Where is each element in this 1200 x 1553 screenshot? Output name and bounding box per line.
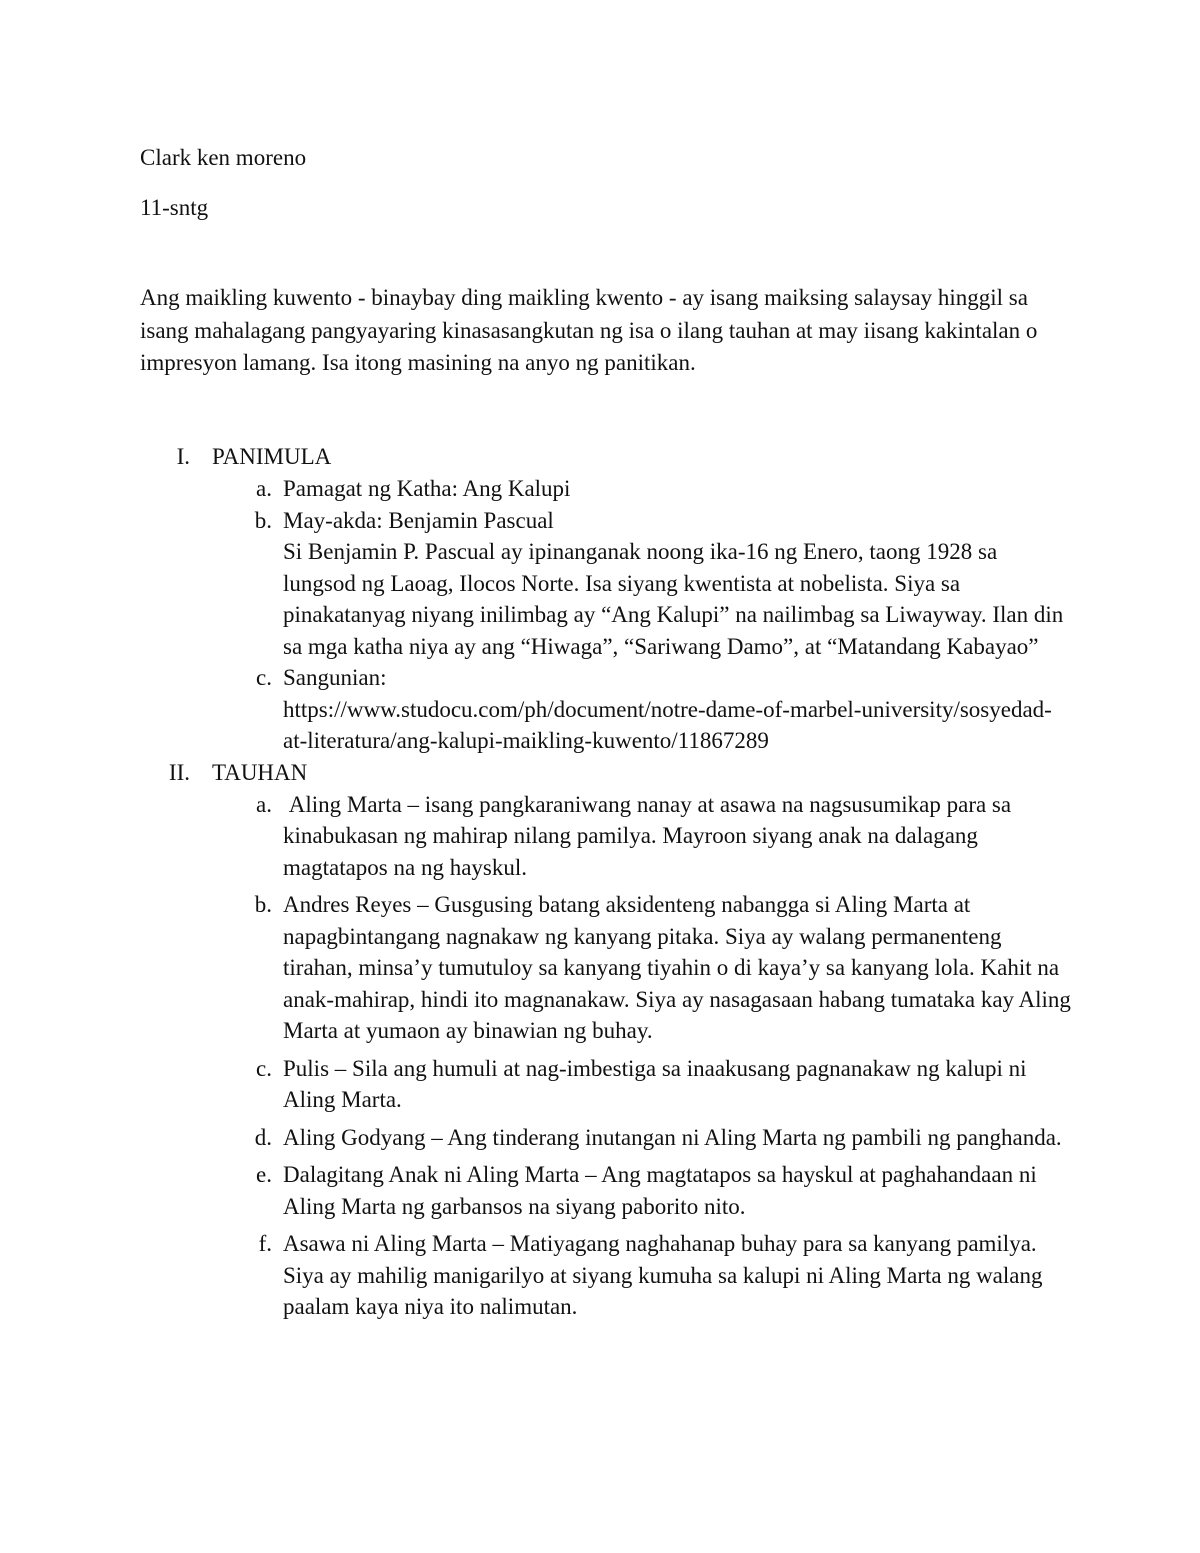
item-text: Pamagat ng Katha: Ang Kalupi: [283, 476, 571, 501]
item-text: Aling Marta – isang pangkaraniwang nanay at asawa na nagsusumikap para sa kinabukasan ng mahirap nilang pamilya. Mayroon siyang anak na dalagang magtatapos na ng hayskul.: [283, 791, 1017, 880]
list-item: [256, 789, 1073, 884]
item-text: Andres Reyes – Gusgusing batang aksidenteng nabangga si Aling Marta at napagbintangang nagnakaw ng kanyang pitaka. Siya ay walang permanenteng tirahan, minsa’y tumutuloy sa kanyang tiyahin o di kaya’y sa kanyang lola. Kahit na anak-mahirap, hindi ito magnanakaw. Siya ay nasagasaan habang tumataka kay Aling Marta at yumaon ay binawian ng buhay.: [283, 892, 1071, 1043]
item-letter: c.: [256, 665, 272, 690]
list-item: [256, 662, 1073, 757]
list-item: [254, 889, 1073, 1047]
student-section: 11-sntg: [140, 195, 209, 220]
section-heading: [0, 441, 1200, 473]
intro-text: Ang maikling kuwento - binaybay ding maikling kwento - ay isang maiksing salaysay hinggil sa isang mahalagang pangyayaring kinasasangkutan ng isa o ilang tauhan at may iisang kakintalan o impresyon lamang. Isa itong masining na anyo ng panitikan.: [140, 285, 1038, 375]
item-text: Asawa ni Aling Marta – Matiyagang naghahanap buhay para sa kanyang pamilya. Siya ay mahilig manigarilyo at siyang kumuha sa kalupi ni Aling Marta ng walang paalam kaya niya ito nalimutan.: [283, 1231, 1043, 1319]
list-item: [258, 1228, 1073, 1323]
item-detail: Si Benjamin P. Pascual ay ipinanganak noong ika-16 ng Enero, taong 1928 sa lungsod ng Laoag, Ilocos Norte. Isa siyang kwentista at nobelista. Siya sa pinakatanyag niyang inilimbag ay “Ang Kalupi” na nailimbag sa Liwayway. Ilan din sa mga katha niya ay ang “Hiwaga”, “Sariwang Damo”, at “Matandang Kabayao”: [283, 539, 1064, 659]
section-heading: [0, 757, 1200, 789]
item-letter: c.: [256, 1055, 272, 1081]
list-item: [256, 473, 1073, 505]
section-title: TAUHAN: [212, 759, 308, 785]
item-letter: d.: [254, 1124, 272, 1150]
item-text: Dalagitang Anak ni Aling Marta – Ang magtatapos sa hayskul at paghahandaan ni Aling Marta ng garbansos na siyang paborito nito.: [283, 1162, 1037, 1219]
item-letter: b.: [254, 892, 272, 917]
item-letter: e.: [256, 1162, 272, 1187]
source-url[interactable]: https://www.studocu.com/ph/document/notre-dame-of-marbel-university/sosyedad-at-literatura/ang-kalupi-maikling-kuwento/11867289: [283, 696, 1052, 753]
item-letter: a.: [256, 791, 272, 817]
list-item: [254, 505, 1073, 663]
section-numeral: II.: [168, 759, 190, 785]
list-item: [254, 1122, 1073, 1154]
section-numeral: I.: [176, 444, 190, 469]
list-item: [256, 1159, 1073, 1222]
student-name: Clark ken moreno: [140, 145, 307, 170]
outline: [0, 441, 1200, 1323]
item-text: Aling Godyang – Ang tinderang inutangan ni Aling Marta ng pambili ng panghanda.: [283, 1124, 1062, 1150]
item-text: Pulis – Sila ang humuli at nag-imbestiga sa inaakusang pagnanakaw ng kalupi ni Aling Marta.: [283, 1055, 1027, 1112]
item-text: Sangunian:: [283, 665, 387, 690]
list-item: [256, 1053, 1073, 1116]
item-text: May-akda: Benjamin Pascual: [283, 507, 554, 533]
item-letter: b.: [254, 507, 272, 533]
item-letter: f.: [258, 1231, 272, 1256]
item-letter: a.: [256, 476, 272, 501]
intro-paragraph: [140, 282, 1070, 380]
section-title: PANIMULA: [212, 444, 332, 469]
